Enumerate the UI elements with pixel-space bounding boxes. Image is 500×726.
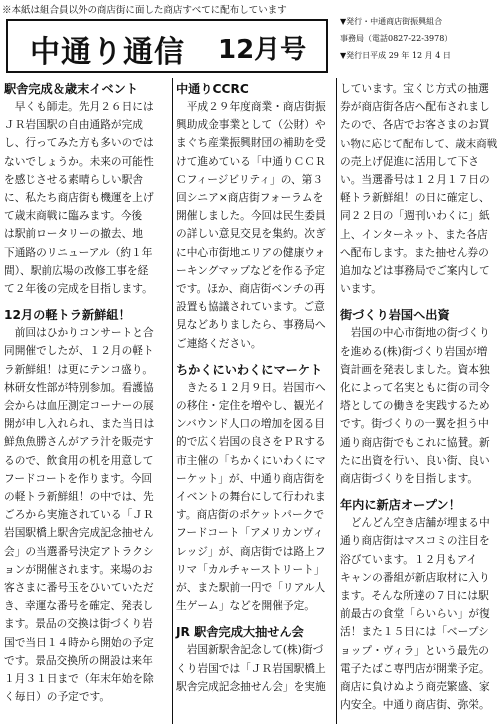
text-line: しています。宝くじ方式の抽選 [340,82,489,95]
article-lottery-continued [340,80,498,298]
issue-month: 12月号 [218,35,307,65]
text-line: います。 [340,282,382,296]
text-line: です。景品交換所の開設は来年 [4,653,153,667]
article-body [176,98,334,353]
text-line: し、行ってみた方も多いのでは [4,136,154,150]
text-line: ョップ・ヴィラ」という最先の [340,643,489,657]
text-line: 下通路のリニューアル（約１年 [4,245,153,259]
article-chikaku-market [176,361,334,616]
text-line: です。街づくりの一翼を担う中 [340,417,489,431]
text-line: 早くも師走。先月２６日には [4,100,154,113]
text-line: 前最古の食堂「らいらい」が復 [340,607,490,621]
text-line: ーケット」が、中通り商店街を [176,471,326,485]
distribution-note: ※本紙は組合員以外の商店街に面した商店すべてに配布しています [2,5,287,16]
article-heading: 12月の軽トラ新鮮組！ [4,308,131,323]
publisher-line: ▼発行・中通商店街振興組合 [340,17,443,26]
text-line: を進める(株)街づくり岩国が増 [340,344,488,358]
text-line: 通り商店街でもこれに協賛。新 [340,435,490,449]
article-new-shop [340,496,498,714]
article-truck-market [4,306,170,706]
article-body [340,324,498,488]
text-line: 前回はひかりコンサートと合 [4,326,154,340]
text-line: へ配布します。また抽せん券の [340,245,489,259]
text-line: 間）、駅前広場の改修工事を経 [4,263,149,277]
column-left [4,80,170,707]
text-line: 会」の当選番号決定アトラクシ [4,544,154,558]
text-line: 生ゲーム」などを開催予定。 [176,599,315,613]
text-line: ラ新鮮組！は更にテンコ盛り。 [4,362,154,376]
text-line: ーキングマップなどを作る予定 [176,263,325,277]
text-line: の移住・定住を増やし、観光イ [176,399,326,413]
article-heading: JR 駅舎完成大抽せん会 [176,625,304,640]
text-line: リマ「カルチャーストリート」 [176,562,325,576]
article-body [176,379,334,616]
text-line: 軽トラ新鮮組！の日に確定し、 [340,191,490,205]
text-line: の売上げ促進に活用して下さ [340,154,479,168]
text-line: ます。そんな所達の７日には駅 [340,589,489,603]
text-line: イベントの舞台にして行われま [176,490,326,504]
text-line: 内安全。中通り商店街、弥栄。 [340,698,490,712]
text-line: 商店に負けぬよう商売繁盛、家 [340,680,490,694]
text-line: 同開催でしたが、１２月の軽ト [4,344,154,358]
article-machizukuri [340,306,498,488]
text-line: 活！また１５日には「ベープシ [340,625,489,639]
article-heading: 中通りCCRC [176,82,249,96]
article-body [176,641,334,696]
text-line: 回シニア×商店街フォーラムを [176,191,324,205]
publisher-info [340,13,498,64]
text-line: 駅舎完成記念抽せん会」を実施 [176,679,326,693]
newsletter-title: 中通り通信 [30,35,185,70]
text-line: 興助成金事業として（公財）や [176,118,326,132]
text-line: けて進めている「中通りＣＣＲ [176,154,326,168]
column-divider-1 [172,78,173,724]
text-line: 券が商店街各店へ配布されまし [340,100,490,114]
column-right [340,80,498,715]
text-line: 通り商店街はマスコミの注目を [340,534,490,548]
text-line: 浴びています。１２月もアイ [340,552,478,566]
text-line: い物に応じて配布して、歳末商戦 [340,137,498,150]
text-line: 岩国の中心市街地の街づくり [340,326,490,340]
text-line: 化によって名実ともに街の司令 [340,381,490,395]
text-line: ンバウンド人口の増加を図る目 [176,417,325,431]
text-line: い。当選番号は１２月１７日の [340,173,490,187]
article-heading: ちかくにいわくにマーケト [176,362,323,377]
article-heading: 駅舎完成＆歳末イベント [4,82,139,96]
text-line: まぐち産業振興財団の補助を受 [176,136,326,150]
text-line: 客さまに番号玉をひいていただ [4,581,154,595]
publish-date: ▼発行日平成 29 年 12 月 4 日 [340,51,451,60]
article-station [4,80,170,298]
publisher-contact: 事務局（電話0827-22-3978） [340,34,453,43]
text-line: きたる１２月９日。岩国市へ [176,380,326,394]
text-line: 見などありましたら、事務局へ [176,318,326,332]
text-line: 商店街づくりを目指します。 [340,472,479,486]
text-line: に、私たち商店街も機運を上げ [4,191,154,205]
text-line: て歳末商戦に臨みます。今後 [4,209,143,223]
text-line: 電子たばこ専門店が開業予定。 [340,661,490,675]
article-lottery [176,623,334,696]
text-line: 開催しました。今回は民生委員 [176,209,326,223]
text-line: の軽トラ新鮮組！の中では、先 [4,490,154,504]
text-line: く毎日）の予定です。 [4,690,111,704]
text-line: て２年後の完成を目指します。 [4,282,153,296]
text-line: 的で広く岩国の良さをＰＲする [176,435,326,449]
text-line: フードコート「アメリカンヴィ [176,526,324,540]
text-line: 資計画を発表しました。資本独 [340,362,490,376]
text-line: 塔としての働きを実践するため [340,399,490,413]
text-line: 設置も協議されています。ご意 [176,300,325,314]
text-line: たに出資を行い、良い街、良い [340,453,490,467]
text-line: 岩国新駅舎記念して(株)街づ [176,643,324,657]
text-line: 林研女性部が特別参加。看護協 [4,380,154,394]
text-line: ます。景品の交換は街づくり岩 [4,617,153,631]
text-line: Ｃフィージビリティ」の、第３ [176,172,324,186]
column-middle [176,80,334,696]
text-line: どんどん空き店舗が埋まる中 [340,516,490,530]
text-line: 追加などは事務局でご案内して [340,264,490,278]
article-heading: 年内に新店オープン！ [340,498,461,513]
column-divider-2 [336,78,337,724]
text-line: き、幸運な番号を確定、発表し [4,599,154,613]
article-ccrc [176,80,334,353]
text-line: キャンの番組が新店取材に入り [340,570,490,584]
text-line: 国で当日１４時から開始の予定 [4,635,154,649]
text-line: ないでしょうか。未来の可能性 [4,154,154,168]
article-body [4,324,170,706]
text-line: たので、各店でお客さまのお買 [340,118,490,132]
text-line: ＪＲ岩国駅の自由通路が完成 [4,118,143,132]
text-line: 岩国駅橋上駅舎完成記念抽せん [4,526,154,540]
text-line: 鮮魚魚勝さんがアラ汁を販売す [4,435,154,449]
text-line: ごろから実施されている「ＪＲ [4,508,154,522]
article-body [340,514,498,714]
article-body [4,98,170,298]
article-heading: 街づくり岩国へ出資 [340,308,450,323]
text-line: 市主催の「ちかくにいわくにマ [176,453,326,467]
text-line: です。ほか、商店街ベンチの再 [176,282,325,296]
text-line: に中心市街地エリアの健康ウォ [176,245,326,259]
text-line: 同２２日の「週刊いわくに」紙 [340,209,490,223]
text-line: 上、インターネット、また各店 [340,227,488,241]
text-line: るので、飲食用の机を用意して [4,453,154,467]
text-line: を感じさせる素晴らしい駅舎 [4,172,143,186]
text-line: の詳しい意見交見を集約。次ぎ [176,227,326,241]
text-line: フードコートを作ります。今回 [4,471,153,485]
article-body [340,80,498,298]
text-line: レッジ」が、商店街では路上フ [176,544,326,558]
text-line: ご連絡ください。 [176,336,262,350]
text-line: 開が申し入れられ、また当日は [4,417,155,431]
text-line: が、また駅前一円で「リアル人 [176,581,326,595]
text-line: 会からは血圧測定コーナーの展 [4,399,154,413]
text-line: くり岩国では「ＪＲ岩国駅橋上 [176,661,326,675]
text-line: 平成２９年度商業・商店街振 [176,100,326,113]
text-line: ョンが開催されます。来場のお [4,562,153,576]
text-line: す。商店街のポケットパークで [176,508,325,522]
masthead [6,19,328,73]
text-line: は駅前ロータリーの撤去、地 [4,227,143,241]
text-line: １月３１日まで（年末年始を除 [4,672,154,686]
